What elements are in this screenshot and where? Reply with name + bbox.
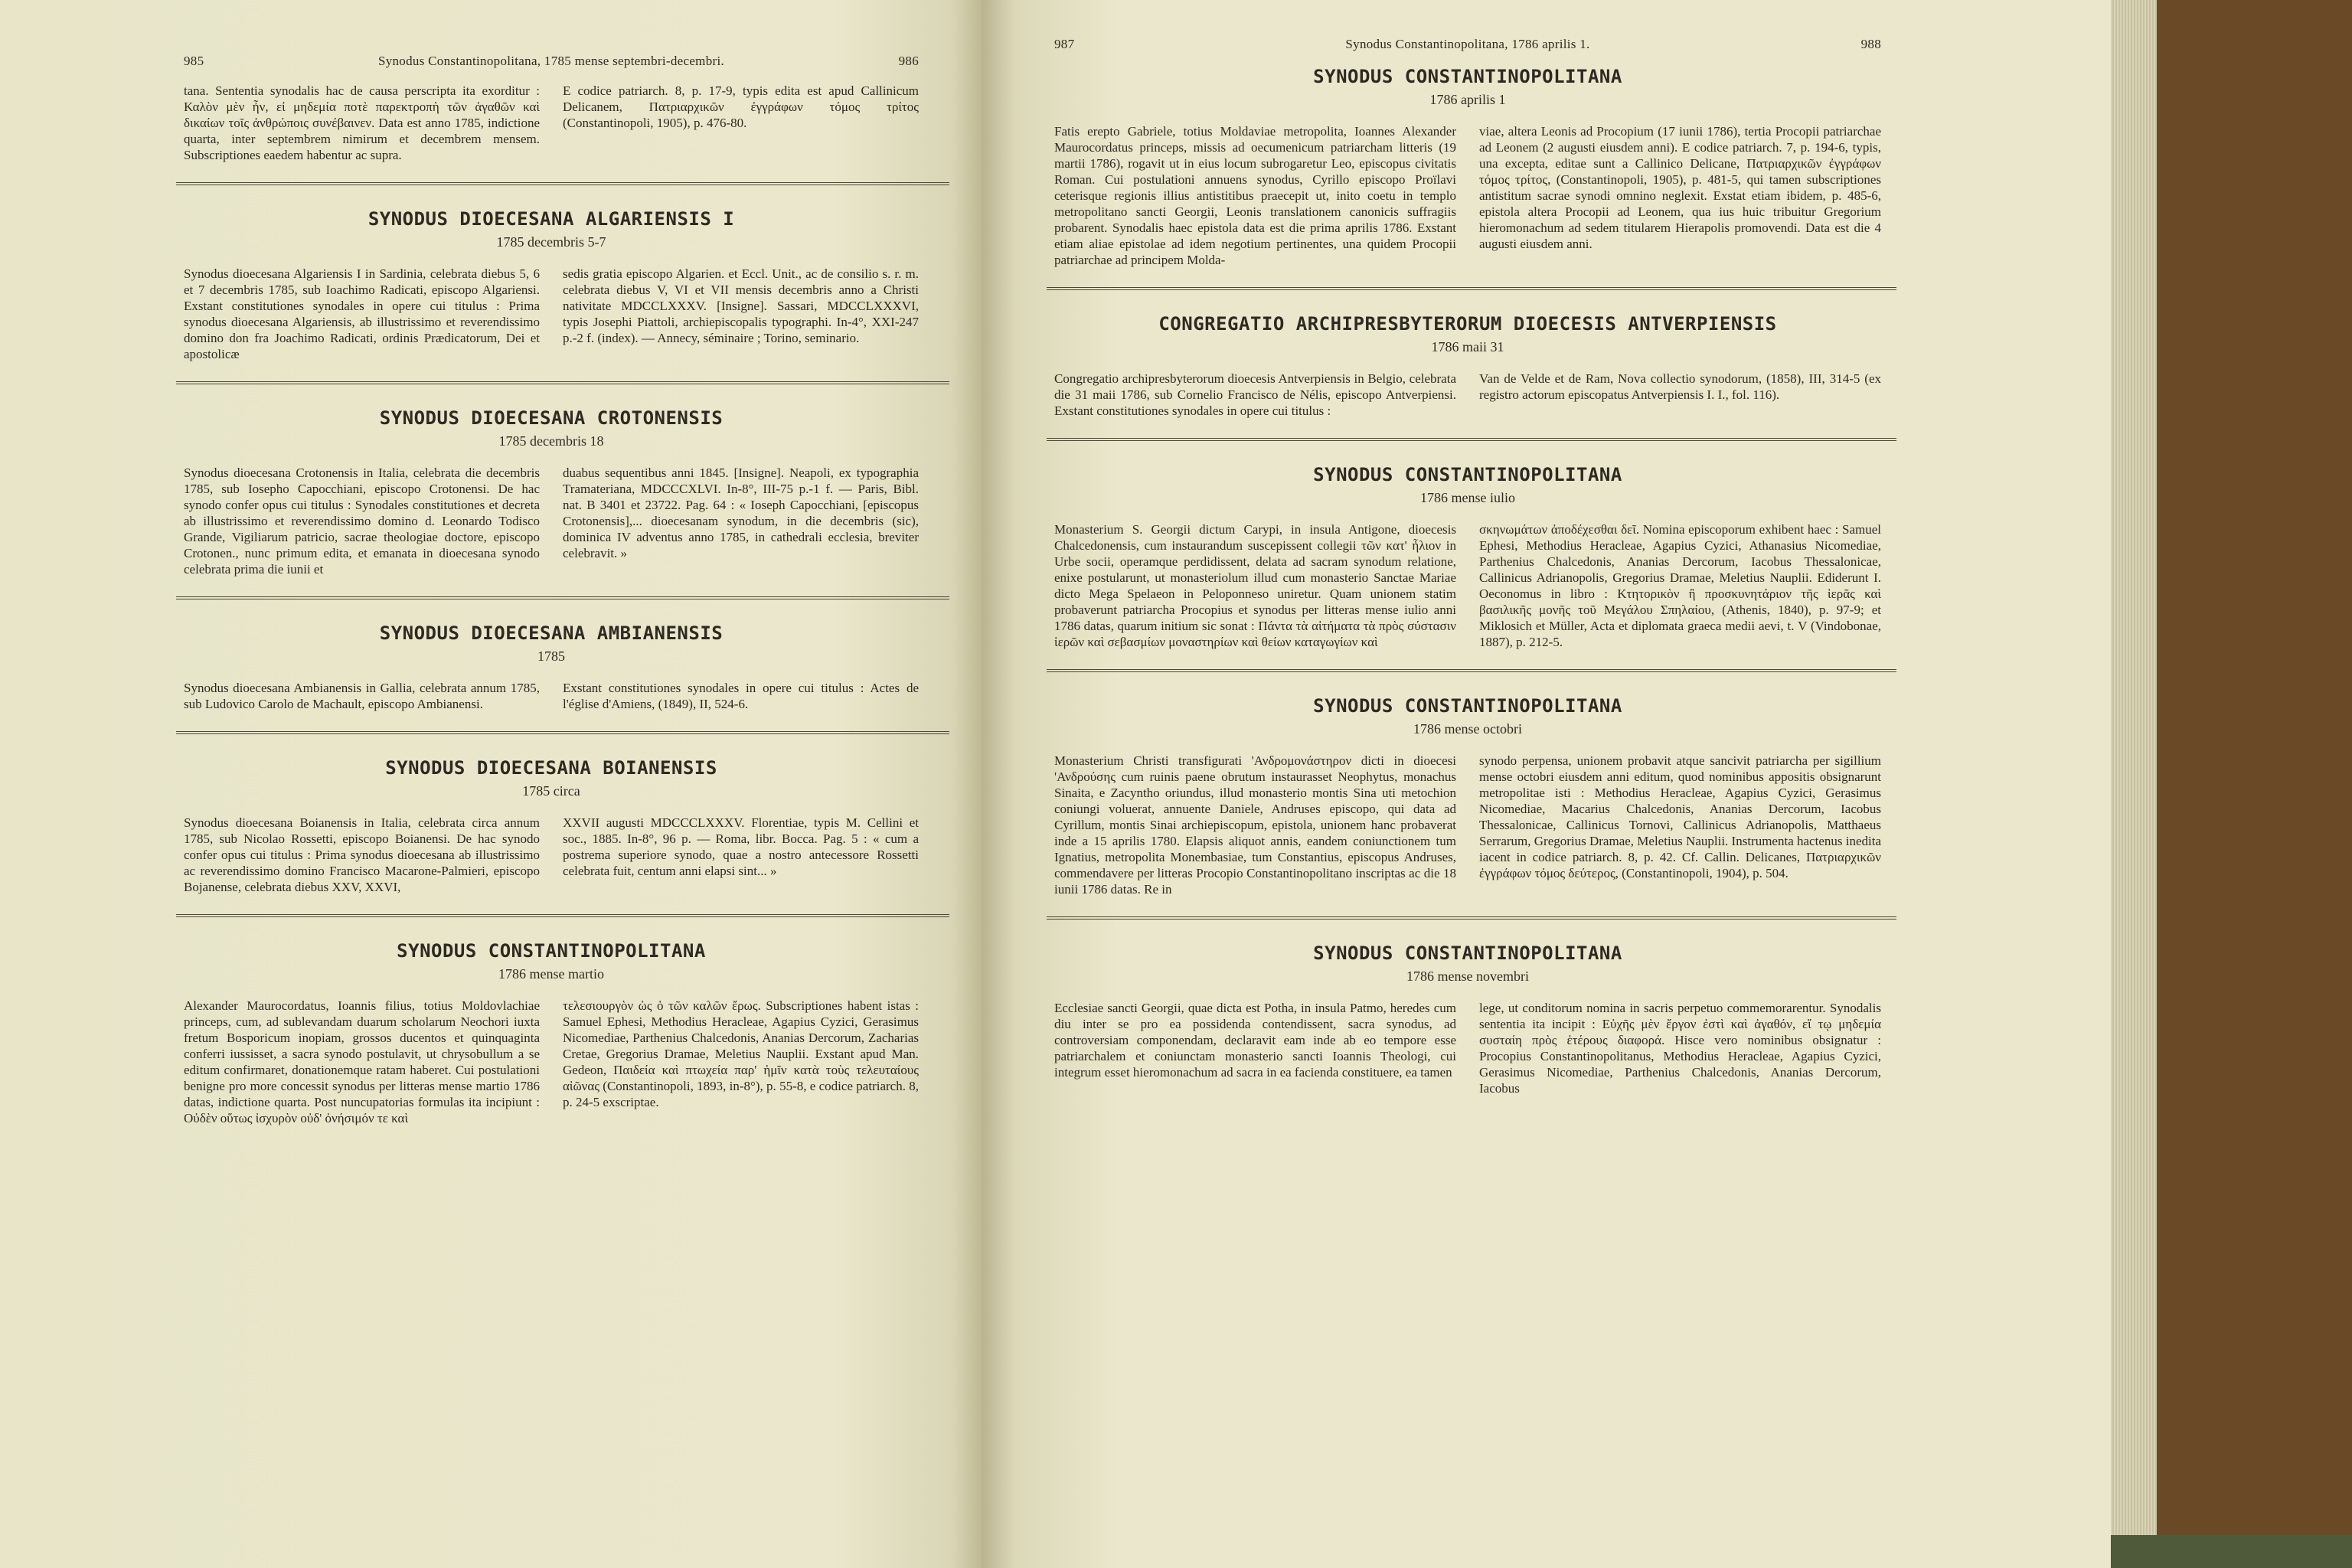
column-left: Alexander Maurocordatus, Ioannis filius, totius Moldovlachiae princeps, cum, ad sublevandam duarum scholarum Neochori iuxta fretum Bosporicum inopiam, grossos ducentos et quinquaginta conferri iussisset, a sacra synodo postulavit, ut chrysobullum a se editum confirmaret, donationemque ratam haberet. Cui postulationi benigne pro more concessit synodus per litteras mense martio 1786 datas, indictione quarta. Post nuncupatorias formulas ita incipiunt : Οὐδὲν οὕτως ἰσχυρὸν οὐδ' ὀνήσιμόν τε καὶ — [184, 998, 540, 1125]
section-title: SYNODUS CONSTANTINOPOLITANA — [1313, 942, 1622, 964]
column-left: Congregatio archipresbyterorum dioecesis Antverpiensis in Belgio, celebrata die 31 maii 1786, sub Cornelio Francisco de Nélis, episcopo Antverpiensi. Exstant constitutiones synodales in opere cui titulus : — [1054, 371, 1456, 418]
section-body — [184, 998, 919, 1129]
section-body — [184, 465, 919, 580]
section-date: 1786 maii 31 — [1431, 339, 1504, 354]
section-title: SYNODUS DIOECESANA BOIANENSIS — [385, 757, 717, 779]
column-right: E codice patriarch. 8, p. 17-9, typis edita est apud Callinicum Delicanem, Πατριαρχικῶν ἐγγράφων τόμος τρίτος (Constantinopoli, 1905), p. 476-80. — [563, 83, 919, 130]
section-title: SYNODUS DIOECESANA ALGARIENSIS I — [368, 208, 735, 230]
section-constantinopolitana-martio — [184, 940, 919, 1129]
section-date: 1786 mense octobri — [1413, 721, 1522, 737]
section-title: CONGREGATIO ARCHIPRESBYTERORUM DIOECESIS ANTVERPIENSIS — [1158, 313, 1777, 335]
section-constantinopolitana-iulio — [1054, 464, 1881, 652]
left-page-content — [184, 54, 919, 1129]
intro-text — [184, 83, 919, 165]
section-divider — [176, 596, 949, 599]
section-title: SYNODUS CONSTANTINOPOLITANA — [1313, 695, 1622, 717]
column-right: viae, altera Leonis ad Procopium (17 iunii 1786), tertia Procopii patriarchae ad Leonem (2 augusti eiusdem anni). E codice patriarch. 7, p. 194-6, typis, una excepta, editae sunt a Callinico Delicane, Πατριαρχικῶν ἐγγράφων τόμος τρίτος, (Constantinopoli, 1905), p. 481-5, qui tamen subscriptiones antistitum sacrae synodi omnino neglexit. Exstat etiam ibidem, p. 485-6, epistola altera Procopii ad Leonem, qua ius huic tribuitur Gregorium hieromonachum ad sedem titularem Hierapolis promovendi. Data est die 4 augusti eiusdem anni. — [1479, 124, 1881, 251]
running-head — [184, 54, 919, 69]
section-date: 1786 mense novembri — [1406, 969, 1529, 984]
section-title: SYNODUS CONSTANTINOPOLITANA — [1313, 464, 1622, 485]
section-body — [1054, 123, 1881, 270]
section-title: SYNODUS DIOECESANA CROTONENSIS — [379, 407, 724, 429]
column-left: Synodus dioecesana Ambianensis in Gallia, celebrata annum 1785, sub Ludovico Carolo de Machault, episcopo Ambianensi. — [184, 681, 540, 711]
column-left: Monasterium S. Georgii dictum Carypi, in insula Antigone, dioecesis Chalcedonensis, cum instaurandum suscepissent collegii τῶν κατ' ἦλιον in Urbe socii, operamque perdidissent, delata ad sacram synodum relatione, enixe postularunt, ut monasteriolum illud cum monasterio Sanctae Mariae dicto Mega Spelaeon in Peloponneso uniretur. Quam unionem statim probaverunt patriarcha Procopius et synodus per litteras mense iulio anni 1786 datas, quarum initium sic sonat : Πάντα τὰ αἰτήματα τὰ πρὸς σύστασιν ἱερῶν καὶ σεβασμίων μοναστηρίων καὶ θείων καταγωγίων καὶ — [1054, 522, 1456, 649]
section-body — [1054, 521, 1881, 652]
column-left: Fatis erepto Gabriele, totius Moldaviae metropolita, Ioannes Alexander Maurocordatus princeps, missis ad oecumenicum patriarcham litteris (19 martii 1786), rogavit ut in eius locum subrogaretur Leo, episcopus civitatis Roman. Cui postulationi annuens synodus, Cyrillo episcopo Proïlavi ceterisque regionis illius antistitibus praecepit ut, inito coetu in templo metropolitano sancti Georgii, Leonis translationem canonicis suffragiis probarent. Synodalis haec epistola data est die prima aprilis 1786. Exstant etiam aliae epistolae ad idem negotium pertinentes, una quidem Procopii patriarchae ad principem Molda- — [1054, 124, 1456, 267]
section-date: 1786 mense iulio — [1420, 490, 1515, 505]
section-body — [1054, 1000, 1881, 1099]
section-date: 1786 aprilis 1 — [1429, 92, 1506, 107]
section-date: 1786 mense martio — [498, 966, 604, 982]
column-right: τελεσιουργὸν ὡς ὁ τῶν καλῶν ἔρως. Subscriptiones habent istas : Samuel Ephesi, Methodius Heracleae, Agapius Cyzici, Gerasimus Nicomediae, Parthenius Chalcedonis, Ananias Dercorum, Zacharias Cretae, Gregorius Dramae, Meletius Nauplii. Exstant apud Man. Gedeon, Παιδεία καὶ πτωχεία παρ' ἡμῖν κατὰ τοὺς τελευταίους αἰῶνας (Constantinopoli, 1893, in-8°), p. 55-8, e codice patriarch. 8, p. 24-5 exscriptae. — [563, 998, 919, 1109]
section-divider — [176, 381, 949, 384]
section-divider — [1047, 287, 1896, 290]
section-divider — [1047, 669, 1896, 672]
page-number: 985 — [184, 54, 204, 68]
section-title: SYNODUS DIOECESANA AMBIANENSIS — [379, 622, 724, 644]
running-head — [1054, 37, 1881, 52]
section-divider — [176, 731, 949, 734]
column-left: Synodus dioecesana Algariensis I in Sardinia, celebrata diebus 5, 6 et 7 decembris 1785, sub Ioachimo Radicati, episcopo Algariensi. Exstant constitutiones synodales in opere cui titulus : Prima synodus dioecesana Algariensis, ab illustrissimo et reverendissimo domino don fra Joachimo Radicati, ordinis Prædicatorum, Dei et apostolicæ — [184, 266, 540, 361]
column-right: synodo perpensa, unionem probavit atque sancivit patriarcha per sigillium mense octobri eiusdem anni editum, quod nominibus appositis obsignarunt metropolitae isti : Methodius Heracleae, Agapius Cyzici, Gerasimus Nicomediae, Macarius Chalcedonis, Ananias Dercorum, Iacobus Thessalonicae, Callinicus Tornovi, Callinicus Adrianopolis, Matthaeus Serrarum, Gregorius Dramae, Meletius Nauplii. Instrumenta hactenus inedita iacent in codice patriarch. 8, p. 42. Cf. Callin. Delicanes, Πατριαρχικῶν ἐγγράφων τόμος δεύτερος, (Constantinopoli, 1904), p. 504. — [1479, 753, 1881, 880]
column-right: σκηνωμάτων ἀποδέχεσθαι δεῖ. Nomina episcoporum exhibent haec : Samuel Ephesi, Methodius Heracleae, Agapius Cyzici, Athanasius Nicomediae, Parthenius Chalcedonis, Ananias Dercorum, Iacobus Thessalonicae, Callinicus Adrianopolis, Gregorius Dramae, Meletius Nauplii. Ediderunt I. Oeconomus in libro : Κτητορικὸν ἢ προσκυνητάριον τῆς ἱερᾶς καὶ βασιλικῆς μονῆς τοῦ Μεγάλου Σπηλαίου, (Athenis, 1840), p. 97-9; et Miklosich et Müller, Acta et diplomata graeca medii aevi, t. V (Vindobonae, 1887), p. 212-5. — [1479, 522, 1881, 649]
running-head-title: Synodus Constantinopolitana, 1786 aprilis 1. — [1345, 37, 1590, 51]
section-body — [1054, 371, 1881, 421]
section-date: 1785 circa — [522, 783, 580, 799]
column-left: Synodus dioecesana Boianensis in Italia, celebrata circa annum 1785, sub Nicolao Rossetti, episcopo Boianensi. De hac synodo confer opus cui titulus : Prima synodus dioecesana ab illustrissimo ac reverendissimo domino Francisco Macarone-Palmieri, episcopo Bojanense, celebrata diebus XXV, XXVI, — [184, 815, 540, 894]
column-left: Monasterium Christi transfigurati 'Ανδρομονάστηρον dicti in dioecesi 'Ανδρούσης cum ruinis paene obrutum instaurasset Neophytus, monachus Sinaita, e Zacyntho oriundus, illud monasterio montis Sina uti metochion coniungi voluerat, annuente Daniele, Andruses episcopo, qui data ad Cyrillum, montis Sinai archiepiscopum, epistola, unionem hanc probaverat inde a 15 aprilis 1780. Elapsis aliquot annis, eandem coniunctionem tum Ignatius, metropolita Monembasiae, tum Constantius, episcopus Andruses, commendavere per litteras Procopio Constantinopolitano inscriptas ac die 18 iunii 1786 datas. Re in — [1054, 753, 1456, 897]
column-right: duabus sequentibus anni 1845. [Insigne]. Neapoli, ex typographia Tramateriana, MDCCCXLVI. In-8°, III-75 p.-1 f. — Paris, Bibl. nat. B 3401 et 23722. Pag. 64 : « Ioseph Capocchiani, [episcopus Crotonensis],... dioecesanam synodum, in die decembris (sic), dominica IV adventus anno 1785, in cathedrali ecclesia, breviter celebravit. » — [563, 466, 919, 560]
page-number: 986 — [898, 54, 919, 68]
section-divider — [1047, 438, 1896, 441]
section-constantinopolitana-aprilis — [1054, 66, 1881, 270]
right-page-content — [1054, 37, 1881, 1099]
section-crotonensis — [184, 407, 919, 580]
section-date: 1785 decembris 18 — [498, 433, 604, 449]
column-left: tana. Sententia synodalis hac de causa perscripta ita exorditur : Καλὸν μὲν ἦν, εἰ μηδεμία ποτὲ παρεκτροπὴ τῶν ἀγαθῶν καὶ δικαίων τοῖς ἀνθρώποις συνέβαινεν. Data est anno 1785, indictione quarta, inter septembrem nimirum et decembrem mensem. Subscriptiones eaedem habentur ac supra. — [184, 83, 540, 162]
running-head-title: Synodus Constantinopolitana, 1785 mense septembri-decembri. — [377, 54, 725, 68]
section-body — [184, 266, 919, 364]
right-page — [982, 0, 2111, 1568]
column-right: Van de Velde et de Ram, Nova collectio synodorum, (1858), III, 314-5 (ex registro actorum episcopatus Antverpiensis I. I., fol. 116). — [1479, 371, 1881, 402]
page-edges — [2111, 0, 2157, 1568]
section-date: 1785 — [537, 648, 565, 664]
column-right: Exstant constitutiones synodales in opere cui titulus : Actes de l'église d'Amiens, (1849), II, 524-6. — [563, 681, 919, 711]
section-body — [1054, 753, 1881, 900]
column-left: Synodus dioecesana Crotonensis in Italia, celebrata die decembris 1785, sub Iosepho Capocchiani, episcopo Crotonensi. De hac synodo confer opus cui titulus : Synodales constitutiones et decreta ab illustrissimo et reverendissimo domino d. Leonardo Todisco Grande, Vigiliarum patricio, sacrae theologiae doctore, episcopo Crotonen., nunc primum edita, et emanata in dioecesana synodo celebrata prima die iunii et — [184, 466, 540, 577]
section-constantinopolitana-octobri — [1054, 695, 1881, 900]
section-body — [184, 680, 919, 714]
section-ambianensis — [184, 622, 919, 714]
section-divider — [176, 914, 949, 917]
column-right: lege, ut conditorum nomina in sacris perpetuo commemorarentur. Synodalis sententia ita incipit : Εὐχῆς μὲν ἔργον ἐστὶ καὶ ἀγαθόν, εἴ τῳ μηδεμία συσταίη πρὸς ἑτέρους διαφορά. Hisce vero nominibus obsignatur : Procopius Constantinopolitanus, Methodius Heracleae, Agapius Cyzici, Gerasimus Nicomediae, Parthenius Chalcedonis, Ananias Dercorum, Iacobus — [1479, 1001, 1881, 1096]
section-title: SYNODUS CONSTANTINOPOLITANA — [1313, 66, 1622, 87]
column-left: Ecclesiae sancti Georgii, quae dicta est Potha, in insula Patmo, heredes cum diu inter se pro ea possidenda contendissent, sacra synodus, ad controversiam componendam, declaravit eam inde ab eo tempore esse patriarchalem et coniunctam monasterio sancti Ioannis Theologi, cui integrum esset hieromonachum ad sacra in ea facienda constituere, ea tamen — [1054, 1001, 1456, 1080]
section-divider — [1047, 916, 1896, 920]
section-algariensis — [184, 208, 919, 364]
section-boianensis — [184, 757, 919, 897]
left-page — [0, 0, 982, 1568]
section-constantinopolitana-novembri — [1054, 942, 1881, 1099]
page-number: 987 — [1054, 37, 1075, 51]
section-title: SYNODUS CONSTANTINOPOLITANA — [397, 940, 706, 962]
table-surface — [2111, 1535, 2352, 1568]
section-body — [184, 815, 919, 897]
column-right: sedis gratia episcopo Algarien. et Eccl. Unit., ac de consilio s. r. m. celebrata diebus V, VI et VII mensis decembris anno a Christi nativitate MDCCLXXXV. [Insigne]. Sassari, MDCCLXXXVI, typis Josephi Piattoli, archiepiscopalis typographi. In-4°, XXI-247 p.-2 f. (index). — Annecy, séminaire ; Torino, seminario. — [563, 266, 919, 345]
page-number: 988 — [1860, 37, 1881, 51]
section-date: 1785 decembris 5-7 — [496, 234, 606, 250]
book-cover — [2157, 0, 2352, 1568]
section-antverpiensis — [1054, 313, 1881, 421]
section-divider — [176, 182, 949, 185]
column-right: XXVII augusti MDCCCLXXXV. Florentiae, typis M. Cellini et soc., 1885. In-8°, 96 p. — Roma, libr. Bocca. Pag. 5 : « cum a postrema superiore synodo, quae a nostro antecessore Rossetti celebrata fuit, centum anni elapsi sint... » — [563, 815, 919, 878]
